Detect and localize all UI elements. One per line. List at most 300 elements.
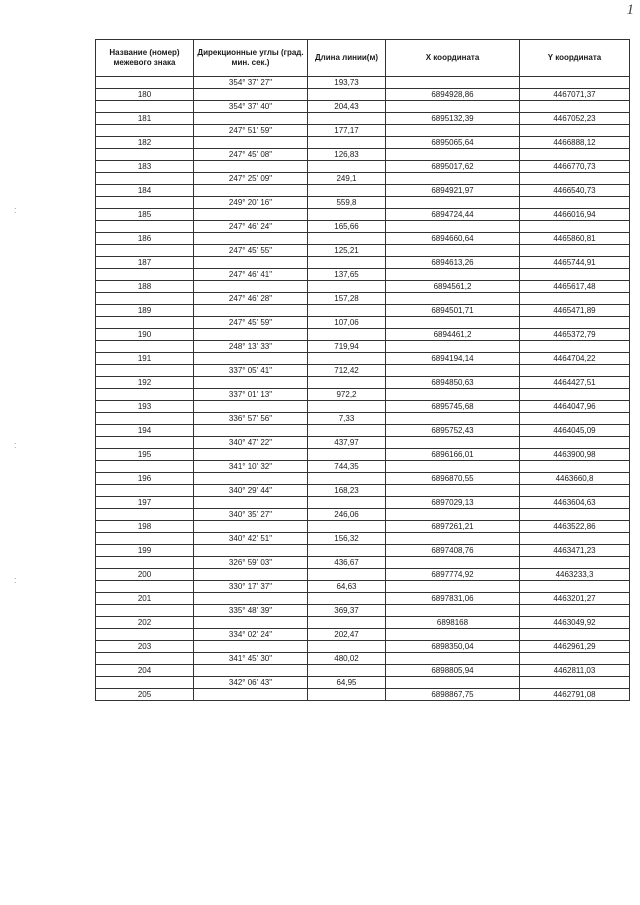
segment-row [96, 341, 630, 353]
blank-cell [96, 437, 194, 449]
blank-cell [386, 389, 520, 401]
angle-cell: 340° 42' 51" [194, 533, 308, 545]
x-coordinate-cell: 6894561,2 [386, 281, 520, 293]
blank-cell [194, 161, 308, 173]
blank-cell [386, 173, 520, 185]
blank-cell [386, 461, 520, 473]
length-cell: 249,1 [308, 173, 386, 185]
blank-cell [194, 281, 308, 293]
blank-cell [96, 77, 194, 89]
y-coordinate-cell: 4466540,73 [520, 185, 630, 197]
table-row [96, 401, 630, 413]
blank-cell [386, 509, 520, 521]
length-cell: 202,47 [308, 629, 386, 641]
table-row [96, 521, 630, 533]
table-row [96, 353, 630, 365]
blank-cell [194, 185, 308, 197]
blank-cell [194, 377, 308, 389]
blank-cell [96, 629, 194, 641]
length-cell: 126,83 [308, 149, 386, 161]
angle-cell: 247° 46' 28" [194, 293, 308, 305]
segment-row [96, 125, 630, 137]
margin-mark: : [14, 575, 17, 585]
x-coordinate-cell: 6894660,64 [386, 233, 520, 245]
angle-cell: 354° 37' 40" [194, 101, 308, 113]
table-row [96, 665, 630, 677]
blank-cell [308, 89, 386, 101]
point-name-cell: 189 [96, 305, 194, 317]
blank-cell [194, 449, 308, 461]
blank-cell [386, 605, 520, 617]
blank-cell [308, 185, 386, 197]
blank-cell [520, 581, 630, 593]
blank-cell [308, 689, 386, 701]
blank-cell [520, 461, 630, 473]
point-name-cell: 187 [96, 257, 194, 269]
blank-cell [96, 341, 194, 353]
x-coordinate-cell: 6895745,68 [386, 401, 520, 413]
blank-cell [520, 437, 630, 449]
scan-margin-marks [14, 0, 24, 905]
angle-cell: 247° 45' 08" [194, 149, 308, 161]
angle-cell: 337° 01' 13" [194, 389, 308, 401]
point-name-cell: 200 [96, 569, 194, 581]
blank-cell [308, 569, 386, 581]
y-coordinate-cell: 4463471,23 [520, 545, 630, 557]
y-coordinate-cell: 4465471,89 [520, 305, 630, 317]
margin-mark: : [14, 205, 17, 215]
blank-cell [96, 245, 194, 257]
blank-cell [386, 557, 520, 569]
point-name-cell: 180 [96, 89, 194, 101]
blank-cell [520, 197, 630, 209]
blank-cell [96, 557, 194, 569]
length-cell: 719,94 [308, 341, 386, 353]
blank-cell [96, 197, 194, 209]
blank-cell [96, 509, 194, 521]
blank-cell [520, 317, 630, 329]
blank-cell [96, 389, 194, 401]
blank-cell [520, 101, 630, 113]
table-row [96, 89, 630, 101]
segment-row [96, 101, 630, 113]
point-name-cell: 186 [96, 233, 194, 245]
blank-cell [308, 521, 386, 533]
y-coordinate-cell: 4464427,51 [520, 377, 630, 389]
angle-cell: 341° 45' 30" [194, 653, 308, 665]
table-row [96, 137, 630, 149]
blank-cell [386, 485, 520, 497]
table-row [96, 305, 630, 317]
angle-cell: 337° 05' 41" [194, 365, 308, 377]
length-cell: 125,21 [308, 245, 386, 257]
blank-cell [194, 617, 308, 629]
length-cell: 436,67 [308, 557, 386, 569]
length-cell: 369,37 [308, 605, 386, 617]
segment-row [96, 293, 630, 305]
blank-cell [308, 209, 386, 221]
x-coordinate-cell: 6898350,04 [386, 641, 520, 653]
blank-cell [386, 293, 520, 305]
length-cell: 7,33 [308, 413, 386, 425]
length-cell: 437,97 [308, 437, 386, 449]
blank-cell [520, 77, 630, 89]
segment-row [96, 581, 630, 593]
blank-cell [194, 569, 308, 581]
y-coordinate-cell: 4465372,79 [520, 329, 630, 341]
blank-cell [96, 581, 194, 593]
length-cell: 972,2 [308, 389, 386, 401]
blank-cell [96, 653, 194, 665]
point-name-cell: 203 [96, 641, 194, 653]
length-cell: 64,63 [308, 581, 386, 593]
blank-cell [308, 161, 386, 173]
point-name-cell: 181 [96, 113, 194, 125]
blank-cell [194, 545, 308, 557]
point-name-cell: 193 [96, 401, 194, 413]
segment-row [96, 245, 630, 257]
table-row [96, 377, 630, 389]
table-row [96, 329, 630, 341]
table-row [96, 641, 630, 653]
y-coordinate-cell: 4465744,91 [520, 257, 630, 269]
length-cell: 480,02 [308, 653, 386, 665]
blank-cell [194, 137, 308, 149]
x-coordinate-cell: 6894613,26 [386, 257, 520, 269]
margin-mark: : [14, 440, 17, 450]
x-coordinate-cell: 6895017,62 [386, 161, 520, 173]
blank-cell [520, 485, 630, 497]
segment-row [96, 317, 630, 329]
blank-cell [96, 125, 194, 137]
angle-cell: 336° 57' 56" [194, 413, 308, 425]
blank-cell [194, 665, 308, 677]
length-cell: 177,17 [308, 125, 386, 137]
blank-cell [308, 305, 386, 317]
blank-cell [308, 401, 386, 413]
x-coordinate-cell: 6894928,86 [386, 89, 520, 101]
segment-row [96, 629, 630, 641]
y-coordinate-cell: 4467071,37 [520, 89, 630, 101]
blank-cell [520, 677, 630, 689]
table-row [96, 545, 630, 557]
y-coordinate-cell: 4463900,98 [520, 449, 630, 461]
blank-cell [96, 485, 194, 497]
blank-cell [386, 245, 520, 257]
blank-cell [308, 665, 386, 677]
angle-cell: 342° 06' 43" [194, 677, 308, 689]
blank-cell [96, 269, 194, 281]
segment-row [96, 437, 630, 449]
blank-cell [96, 317, 194, 329]
y-coordinate-cell: 4467052,23 [520, 113, 630, 125]
blank-cell [520, 269, 630, 281]
x-coordinate-cell: 6898168 [386, 617, 520, 629]
point-name-cell: 182 [96, 137, 194, 149]
y-coordinate-cell: 4462961,29 [520, 641, 630, 653]
blank-cell [308, 257, 386, 269]
table-row [96, 497, 630, 509]
blank-cell [96, 221, 194, 233]
point-name-cell: 204 [96, 665, 194, 677]
y-coordinate-cell: 4463604,63 [520, 497, 630, 509]
point-name-cell: 205 [96, 689, 194, 701]
y-coordinate-cell: 4462811,03 [520, 665, 630, 677]
segment-row [96, 173, 630, 185]
blank-cell [386, 341, 520, 353]
point-name-cell: 197 [96, 497, 194, 509]
angle-cell: 247° 45' 55" [194, 245, 308, 257]
point-name-cell: 202 [96, 617, 194, 629]
page-number: 1 [626, 2, 634, 18]
x-coordinate-cell: 6897261,21 [386, 521, 520, 533]
blank-cell [194, 329, 308, 341]
blank-cell [386, 101, 520, 113]
point-name-cell: 195 [96, 449, 194, 461]
header-name: Название (номер) межевого знака [96, 40, 194, 77]
angle-cell: 247° 51' 59" [194, 125, 308, 137]
blank-cell [520, 365, 630, 377]
blank-cell [386, 125, 520, 137]
angle-cell: 354° 37' 27" [194, 77, 308, 89]
x-coordinate-cell: 6894501,71 [386, 305, 520, 317]
blank-cell [386, 533, 520, 545]
header-angle: Дирекционные углы (град. мин. сек.) [194, 40, 308, 77]
y-coordinate-cell: 4463233,3 [520, 569, 630, 581]
blank-cell [194, 521, 308, 533]
point-name-cell: 191 [96, 353, 194, 365]
blank-cell [194, 497, 308, 509]
table-header-row [96, 40, 630, 77]
table-row [96, 281, 630, 293]
angle-cell: 340° 29' 44" [194, 485, 308, 497]
y-coordinate-cell: 4463522,86 [520, 521, 630, 533]
blank-cell [194, 353, 308, 365]
blank-cell [386, 269, 520, 281]
segment-row [96, 389, 630, 401]
angle-cell: 340° 35' 27" [194, 509, 308, 521]
blank-cell [386, 581, 520, 593]
x-coordinate-cell: 6894850,63 [386, 377, 520, 389]
blank-cell [194, 257, 308, 269]
point-name-cell: 198 [96, 521, 194, 533]
table-row [96, 689, 630, 701]
blank-cell [308, 113, 386, 125]
blank-cell [386, 629, 520, 641]
blank-cell [96, 365, 194, 377]
length-cell: 64,95 [308, 677, 386, 689]
blank-cell [308, 545, 386, 557]
table-row [96, 257, 630, 269]
blank-cell [386, 317, 520, 329]
segment-row [96, 269, 630, 281]
segment-row [96, 77, 630, 89]
blank-cell [386, 149, 520, 161]
blank-cell [194, 305, 308, 317]
point-name-cell: 185 [96, 209, 194, 221]
x-coordinate-cell: 6895065,64 [386, 137, 520, 149]
blank-cell [520, 245, 630, 257]
y-coordinate-cell: 4463201,27 [520, 593, 630, 605]
x-coordinate-cell: 6896870,55 [386, 473, 520, 485]
blank-cell [386, 221, 520, 233]
table-row [96, 449, 630, 461]
blank-cell [96, 101, 194, 113]
length-cell: 559,8 [308, 197, 386, 209]
blank-cell [520, 509, 630, 521]
blank-cell [308, 425, 386, 437]
y-coordinate-cell: 4464704,22 [520, 353, 630, 365]
blank-cell [520, 149, 630, 161]
header-y: Y координата [520, 40, 630, 77]
blank-cell [308, 137, 386, 149]
length-cell: 137,65 [308, 269, 386, 281]
table-row [96, 209, 630, 221]
length-cell: 165,66 [308, 221, 386, 233]
x-coordinate-cell: 6898805,94 [386, 665, 520, 677]
segment-row [96, 221, 630, 233]
angle-cell: 248° 13' 33" [194, 341, 308, 353]
x-coordinate-cell: 6897029,13 [386, 497, 520, 509]
y-coordinate-cell: 4463049,92 [520, 617, 630, 629]
blank-cell [308, 353, 386, 365]
x-coordinate-cell: 6894461,2 [386, 329, 520, 341]
length-cell: 193,73 [308, 77, 386, 89]
segment-row [96, 365, 630, 377]
table-row [96, 473, 630, 485]
table-body [96, 77, 630, 701]
blank-cell [520, 533, 630, 545]
blank-cell [386, 653, 520, 665]
blank-cell [96, 533, 194, 545]
x-coordinate-cell: 6894194,14 [386, 353, 520, 365]
angle-cell: 326° 59' 03" [194, 557, 308, 569]
segment-row [96, 509, 630, 521]
point-name-cell: 201 [96, 593, 194, 605]
blank-cell [308, 377, 386, 389]
y-coordinate-cell: 4466770,73 [520, 161, 630, 173]
blank-cell [194, 425, 308, 437]
blank-cell [520, 173, 630, 185]
table-row [96, 425, 630, 437]
table-row [96, 569, 630, 581]
blank-cell [96, 605, 194, 617]
x-coordinate-cell: 6897408,76 [386, 545, 520, 557]
point-name-cell: 188 [96, 281, 194, 293]
angle-cell: 247° 25' 09" [194, 173, 308, 185]
x-coordinate-cell: 6896166,01 [386, 449, 520, 461]
y-coordinate-cell: 4466888,12 [520, 137, 630, 149]
blank-cell [194, 113, 308, 125]
point-name-cell: 190 [96, 329, 194, 341]
length-cell: 157,28 [308, 293, 386, 305]
survey-coordinates-table [95, 39, 630, 701]
blank-cell [194, 689, 308, 701]
blank-cell [308, 593, 386, 605]
x-coordinate-cell: 6897774,92 [386, 569, 520, 581]
x-coordinate-cell: 6897831,06 [386, 593, 520, 605]
y-coordinate-cell: 4464047,96 [520, 401, 630, 413]
x-coordinate-cell: 6895752,43 [386, 425, 520, 437]
blank-cell [520, 557, 630, 569]
table-row [96, 161, 630, 173]
angle-cell: 341° 10' 32" [194, 461, 308, 473]
blank-cell [308, 233, 386, 245]
blank-cell [520, 413, 630, 425]
angle-cell: 247° 45' 59" [194, 317, 308, 329]
point-name-cell: 184 [96, 185, 194, 197]
blank-cell [386, 677, 520, 689]
segment-row [96, 485, 630, 497]
segment-row [96, 653, 630, 665]
point-name-cell: 192 [96, 377, 194, 389]
blank-cell [96, 461, 194, 473]
blank-cell [194, 233, 308, 245]
angle-cell: 330° 17' 37" [194, 581, 308, 593]
angle-cell: 340° 47' 22" [194, 437, 308, 449]
blank-cell [96, 413, 194, 425]
x-coordinate-cell: 6894921,97 [386, 185, 520, 197]
point-name-cell: 196 [96, 473, 194, 485]
blank-cell [386, 437, 520, 449]
y-coordinate-cell: 4465617,48 [520, 281, 630, 293]
table-row [96, 185, 630, 197]
length-cell: 168,23 [308, 485, 386, 497]
blank-cell [308, 641, 386, 653]
blank-cell [520, 389, 630, 401]
y-coordinate-cell: 4465860,81 [520, 233, 630, 245]
point-name-cell: 194 [96, 425, 194, 437]
y-coordinate-cell: 4464045,09 [520, 425, 630, 437]
blank-cell [194, 593, 308, 605]
y-coordinate-cell: 4466016,94 [520, 209, 630, 221]
x-coordinate-cell: 6895132,39 [386, 113, 520, 125]
table-row [96, 233, 630, 245]
blank-cell [520, 341, 630, 353]
segment-row [96, 557, 630, 569]
blank-cell [194, 89, 308, 101]
blank-cell [520, 653, 630, 665]
length-cell: 246,06 [308, 509, 386, 521]
blank-cell [194, 401, 308, 413]
length-cell: 744,35 [308, 461, 386, 473]
y-coordinate-cell: 4463660,8 [520, 473, 630, 485]
blank-cell [386, 413, 520, 425]
length-cell: 712,42 [308, 365, 386, 377]
blank-cell [386, 365, 520, 377]
blank-cell [308, 281, 386, 293]
blank-cell [520, 221, 630, 233]
blank-cell [308, 473, 386, 485]
blank-cell [308, 617, 386, 629]
length-cell: 156,32 [308, 533, 386, 545]
segment-row [96, 605, 630, 617]
blank-cell [386, 197, 520, 209]
segment-row [96, 677, 630, 689]
segment-row [96, 461, 630, 473]
angle-cell: 249° 20' 16" [194, 197, 308, 209]
blank-cell [194, 473, 308, 485]
blank-cell [520, 605, 630, 617]
x-coordinate-cell: 6898867,75 [386, 689, 520, 701]
blank-cell [96, 293, 194, 305]
header-length: Длина линии(м) [308, 40, 386, 77]
angle-cell: 247° 46' 24" [194, 221, 308, 233]
blank-cell [308, 497, 386, 509]
blank-cell [308, 329, 386, 341]
segment-row [96, 413, 630, 425]
angle-cell: 334° 02' 24" [194, 629, 308, 641]
